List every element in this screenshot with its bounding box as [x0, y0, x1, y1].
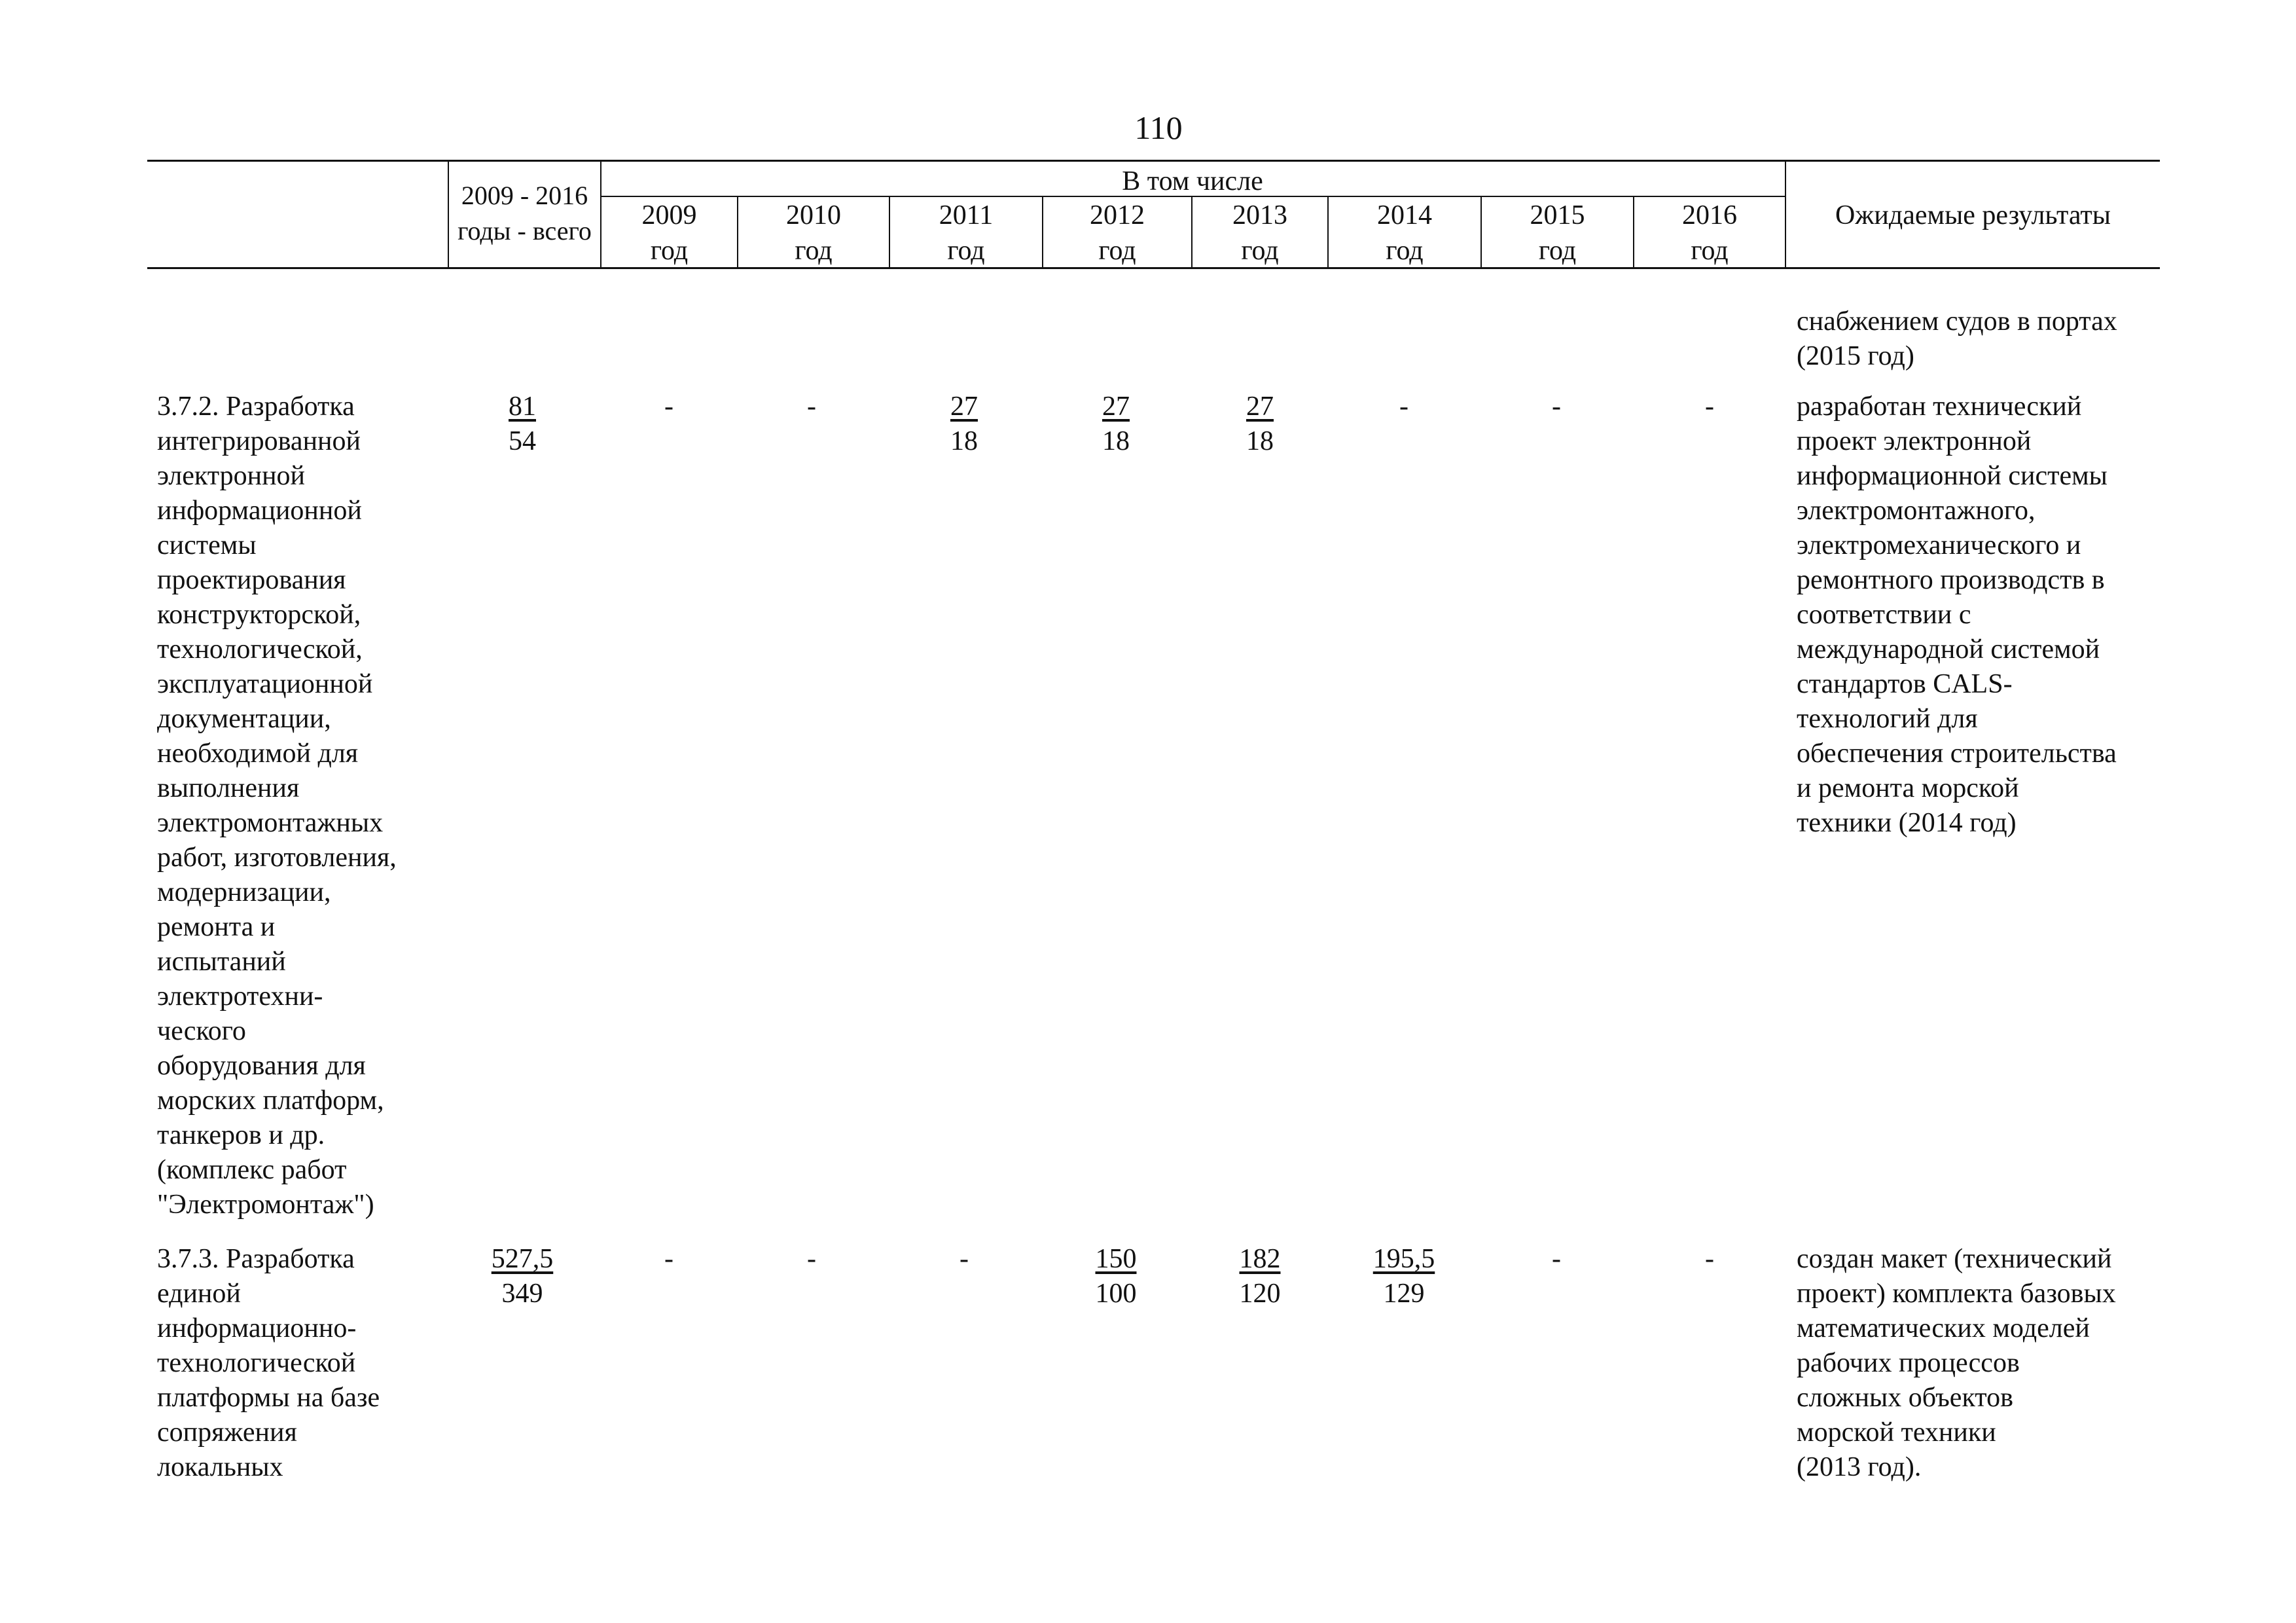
dash-2014: -	[1399, 392, 1408, 422]
value-top: 81	[509, 392, 536, 422]
value-2011	[899, 390, 1030, 459]
year-header-2014	[1329, 198, 1480, 268]
dash-2015: -	[1552, 392, 1561, 422]
value-bottom: 18	[1102, 426, 1130, 456]
year-label: 2014	[1377, 200, 1432, 230]
value-bottom: 100	[1095, 1279, 1137, 1309]
row-result: создан макет (технический проект) комплекта базовых математических моделей рабочих процессов сложных объектов морской техники (2013 год).	[1797, 1244, 2116, 1482]
value-top: 527,5	[491, 1244, 554, 1274]
year-label: 2012	[1090, 200, 1145, 230]
total-value	[457, 390, 588, 459]
value-bottom: 349	[501, 1279, 543, 1309]
year-label: 2015	[1530, 200, 1585, 230]
year-label: 2013	[1232, 200, 1287, 230]
year-header-2011	[890, 198, 1042, 268]
year-label: 2011	[939, 200, 994, 230]
year-header-2013	[1193, 198, 1327, 268]
year-header-2010	[738, 198, 889, 268]
group-header: В том числе	[1122, 166, 1263, 196]
year-unit: год	[1386, 236, 1424, 266]
year-unit: год	[795, 236, 833, 266]
total-header-line1: 2009 - 2016	[461, 181, 588, 210]
year-unit: год	[947, 236, 985, 266]
value-bottom: 129	[1383, 1279, 1425, 1309]
value-2013	[1194, 1242, 1325, 1311]
value-top: 27	[950, 392, 978, 422]
dash-2010: -	[807, 1244, 816, 1274]
dash-2016: -	[1705, 392, 1714, 422]
dash-2011: -	[960, 1244, 969, 1274]
continuation-result: снабжением судов в портах (2015 год)	[1797, 306, 2117, 371]
row-result: разработан технический проект электронной информационной системы электромонтажного, электромеханического и ремонтного производств в соответствии с международной системой стандартов CALS- технологий для обеспечения строительства и ремонта морской техники (2014 год)	[1797, 392, 2117, 838]
value-2012	[1050, 1242, 1181, 1311]
dash-2010: -	[807, 392, 816, 422]
value-bottom: 54	[509, 426, 536, 456]
value-top: 150	[1095, 1244, 1137, 1274]
dash-2009: -	[664, 392, 673, 422]
value-top: 27	[1102, 392, 1130, 422]
year-header-2009	[601, 198, 737, 268]
year-unit: год	[1691, 236, 1729, 266]
value-bottom: 18	[950, 426, 978, 456]
value-top: 182	[1239, 1244, 1281, 1274]
year-label: 2009	[641, 200, 697, 230]
year-header-2012	[1043, 198, 1191, 268]
value-2012	[1050, 390, 1181, 459]
year-unit: год	[1098, 236, 1136, 266]
value-bottom: 120	[1239, 1279, 1281, 1309]
dash-2009: -	[664, 1244, 673, 1274]
row-label: 3.7.3. Разработка единой информационно- технологической платформы на базе сопряжения локальных	[157, 1244, 380, 1482]
year-header-2016	[1634, 198, 1785, 268]
value-2014	[1338, 1242, 1469, 1311]
year-unit: год	[1241, 236, 1279, 266]
value-top: 195,5	[1372, 1244, 1435, 1274]
row-label: 3.7.2. Разработка интегрированной электронной информационной системы проектирования конструкторской, технологической, эксплуатационной документации, необходимой для выполнения электромонтажных работ, изготовления, модернизации, ремонта и испытаний электротехни- ческого оборудования для морских платформ, танкеров и др. (комплекс работ "Электромонтаж")	[157, 392, 397, 1220]
dash-2015: -	[1552, 1244, 1561, 1274]
dash-2016: -	[1705, 1244, 1714, 1274]
year-unit: год	[650, 236, 689, 266]
table-header	[0, 0, 2296, 275]
year-header-2015	[1482, 198, 1633, 268]
page-number: 110	[1134, 109, 1183, 146]
total-header-line2: годы - всего	[457, 216, 592, 246]
year-label: 2016	[1682, 200, 1737, 230]
header-top-rule	[147, 160, 2160, 162]
value-top: 27	[1246, 392, 1274, 422]
total-column-header	[449, 178, 600, 249]
year-unit: год	[1538, 236, 1577, 266]
results-header: Ожидаемые результаты	[1835, 200, 2111, 230]
year-label: 2010	[786, 200, 841, 230]
total-value	[457, 1242, 588, 1311]
value-2013	[1194, 390, 1325, 459]
value-bottom: 18	[1246, 426, 1274, 456]
